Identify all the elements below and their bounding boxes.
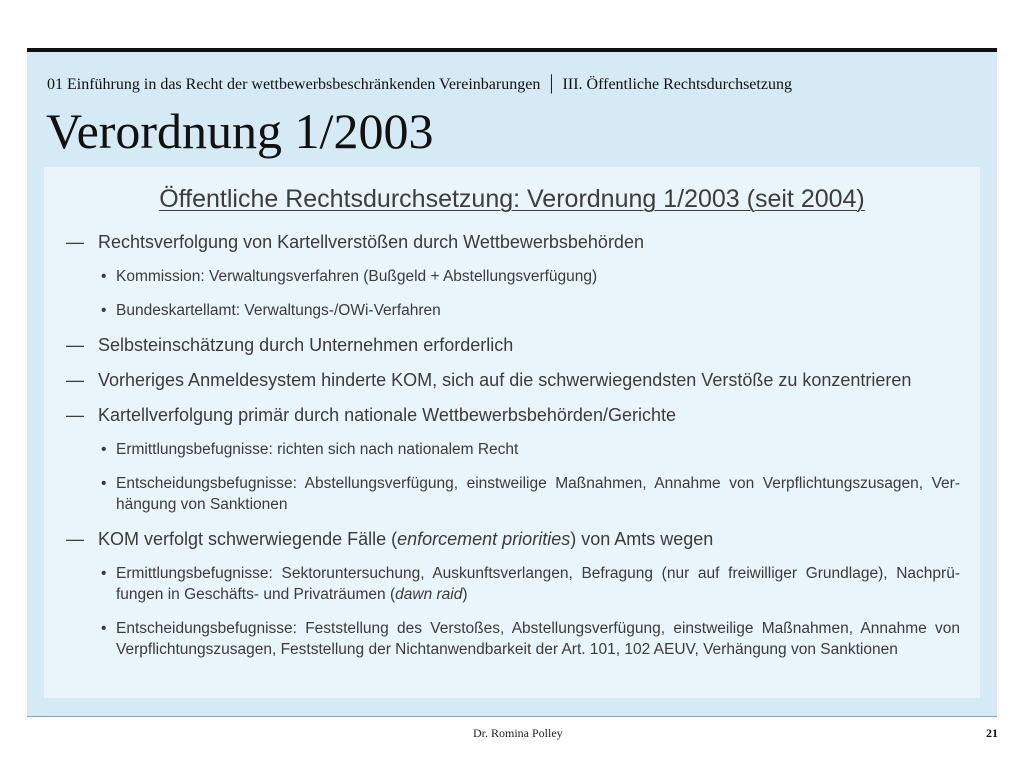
sub-list-item bbox=[44, 439, 980, 460]
page-number: 21 bbox=[986, 726, 998, 740]
dash-marker: — bbox=[66, 370, 84, 390]
list-item bbox=[44, 231, 980, 253]
list-item-text: Kartellverfolgung primär durch nationale Wettbewerbsbehörden/Gerichte bbox=[98, 405, 676, 425]
sub-list-item-line bbox=[116, 584, 960, 605]
sub-list-item-line: Entscheidungsbefugnisse: Feststellung des Verstoßes, Abstellungsverfügung, einstweilige Maßnahmen, Annahme von bbox=[116, 620, 960, 637]
sub-list-item-line: Entscheidungsbefugnisse: Abstellungsverfügung, einstweilige Maßnahmen, Annahme von Verpflichtungszusagen, Ver- bbox=[116, 475, 960, 492]
list-item-text-part: KOM verfolgt schwerwiegende Fälle ( bbox=[98, 529, 398, 549]
line-text-part: ) bbox=[462, 586, 468, 603]
content-heading: Öffentliche Rechtsdurchsetzung: Verordnung 1/2003 (seit 2004) bbox=[159, 185, 865, 213]
bullet-marker: • bbox=[101, 441, 107, 458]
sub-list-item-text: Ermittlungsbefugnisse: richten sich nach nationalem Recht bbox=[116, 441, 519, 458]
emphasis-text: enforcement priorities bbox=[397, 529, 571, 549]
breadcrumb-separator: | bbox=[549, 70, 554, 94]
dash-marker: — bbox=[66, 232, 84, 252]
sub-list-item-line: hängung von Sanktionen bbox=[116, 496, 288, 513]
list-item-text: Rechtsverfolgung von Kartellverstößen durch Wettbewerbsbehörden bbox=[98, 232, 644, 252]
list-item-text-part: ) von Amts wegen bbox=[570, 529, 714, 549]
emphasis-text: dawn raid bbox=[395, 586, 463, 603]
sub-list-item bbox=[44, 563, 980, 605]
dash-marker: — bbox=[66, 335, 84, 355]
bullet-marker: • bbox=[101, 475, 107, 492]
sub-list-item-line: Verpflichtungszusagen, Feststellung der Nichtanwendbarkeit der Art. 101, 102 AEUV, Verhängung von Sanktionen bbox=[116, 641, 898, 658]
line-text-part: fungen in Geschäfts- und Privaträumen ( bbox=[116, 586, 396, 603]
dash-marker: — bbox=[66, 529, 84, 549]
sub-list-item bbox=[44, 473, 980, 515]
bullet-marker: • bbox=[101, 565, 107, 582]
content-panel bbox=[44, 167, 980, 698]
list-item bbox=[44, 404, 980, 426]
bullet-marker: • bbox=[101, 302, 107, 319]
breadcrumb bbox=[47, 72, 792, 95]
breadcrumb-subsection: III. Öffentliche Rechtsdurchsetzung bbox=[562, 76, 792, 93]
list-item bbox=[44, 528, 980, 550]
sub-list-item-text: Bundeskartellamt: Verwaltungs-/OWi-Verfahren bbox=[116, 302, 441, 319]
breadcrumb-section: 01 Einführung in das Recht der wettbewerbsbeschränkenden Vereinbarungen bbox=[47, 76, 541, 93]
bullet-list bbox=[44, 231, 980, 660]
bullet-marker: • bbox=[101, 268, 107, 285]
list-item-text: Vorheriges Anmeldesystem hinderte KOM, sich auf die schwerwiegendsten Verstöße zu konzentrieren bbox=[98, 370, 912, 390]
bullet-marker: • bbox=[101, 620, 107, 637]
sub-list-item-line: Ermittlungsbefugnisse: Sektoruntersuchung, Auskunftsverlangen, Befragung (nur auf freiwilliger Grundlage), Nachprü- bbox=[116, 565, 960, 582]
slide-title: Verordnung 1/2003 bbox=[46, 103, 434, 159]
list-item bbox=[44, 334, 980, 356]
list-item-text: Selbsteinschätzung durch Unternehmen erforderlich bbox=[98, 335, 514, 355]
sub-list-item-text: Kommission: Verwaltungsverfahren (Bußgeld + Abstellungsverfügung) bbox=[116, 268, 598, 285]
list-item-text bbox=[98, 529, 713, 549]
list-item bbox=[44, 369, 980, 391]
footer-author: Dr. Romina Polley bbox=[473, 726, 563, 740]
sub-list-item bbox=[44, 300, 980, 321]
sub-list-item bbox=[44, 618, 980, 660]
sub-list-item bbox=[44, 266, 980, 287]
dash-marker: — bbox=[66, 405, 84, 425]
